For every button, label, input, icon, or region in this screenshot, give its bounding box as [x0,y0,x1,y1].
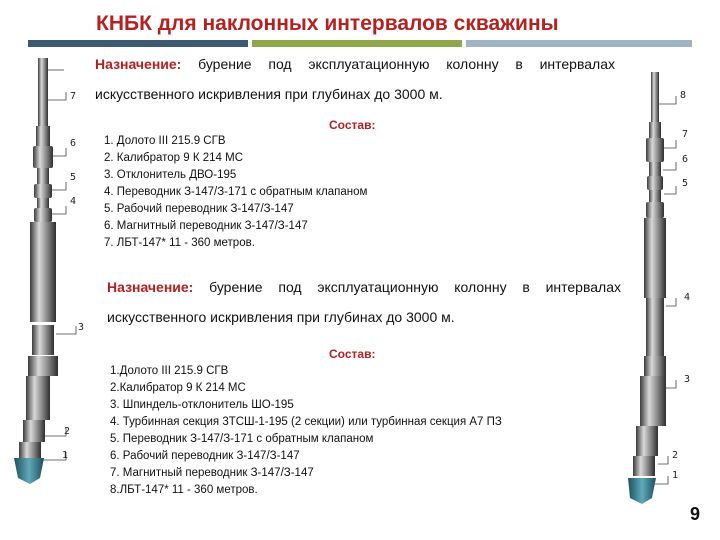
list-item: 5. Рабочий переводник З-147/З-147 [104,203,294,215]
list-item: 3. Шпиндель-отклонитель ШО-195 [110,399,294,411]
list-item: 8.ЛБТ-147* 11 - 360 метров. [110,484,258,496]
left-marker-7: 7 [70,91,77,102]
purpose-2-label: Назначение: [107,279,194,295]
right-marker-1: 1 [672,470,679,481]
purpose-2 [107,272,621,332]
list-item: 7. ЛБТ-147* 11 - 360 метров. [104,237,255,249]
list-item: 7. Магнитный переводник З-147/З-147 [110,467,314,479]
purpose-2-text: бурение под эксплуатационную колонну в интервалах искусственного искривления при глубинах до 3000 м. [107,279,621,325]
right-marker-8: 8 [680,90,687,101]
left-marker-5: 5 [70,172,77,183]
right-marker-7: 7 [682,129,689,140]
left-marker-6: 6 [70,138,77,149]
purpose-1 [95,49,615,109]
page-title: КНБК для наклонных интервалов скважины [96,12,559,35]
composition-2-title: Состав: [329,347,376,361]
right-marker-6: 6 [682,154,689,165]
left-marker-3: 3 [78,322,85,333]
list-item: 4. Турбинная секция 3ТСШ-1-195 (2 секции) или турбинная секция А7 ПЗ [110,416,502,428]
list-item: 6. Магнитный переводник З-147/З-147 [104,220,308,232]
list-item: 4. Переводник З-147/З-171 с обратным клапаном [104,186,368,198]
page-number: 9 [690,504,701,524]
left-marker-1: 1 [62,450,69,461]
right-marker-4: 4 [684,292,691,303]
right-marker-5: 5 [682,178,689,189]
list-item: 1.Долото III 215.9 СГВ [110,365,229,377]
left-marker-2: 2 [64,426,71,437]
purpose-1-text: бурение под эксплуатационную колонну в интервалах искусственного искривления при глубинах до 3000 м. [95,56,615,102]
purpose-1-label: Назначение: [95,56,182,72]
left-marker-4: 4 [70,196,77,207]
list-item: 5. Переводник З-147/З-171 с обратным клапаном [110,433,374,445]
list-item: 2. Калибратор 9 К 214 МС [104,152,244,164]
composition-1-list [104,133,367,252]
right-marker-3: 3 [684,374,691,385]
right-marker-2: 2 [672,450,679,461]
list-item: 6. Рабочий переводник З-147/З-147 [110,450,300,462]
composition-2-list [110,363,502,499]
list-item: 1. Долото III 215.9 СГВ [104,135,226,147]
list-item: 3. Отклонитель ДВО-195 [104,169,237,181]
list-item: 2.Калибратор 9 К 214 МС [110,382,246,394]
composition-1-title: Состав: [329,118,376,132]
